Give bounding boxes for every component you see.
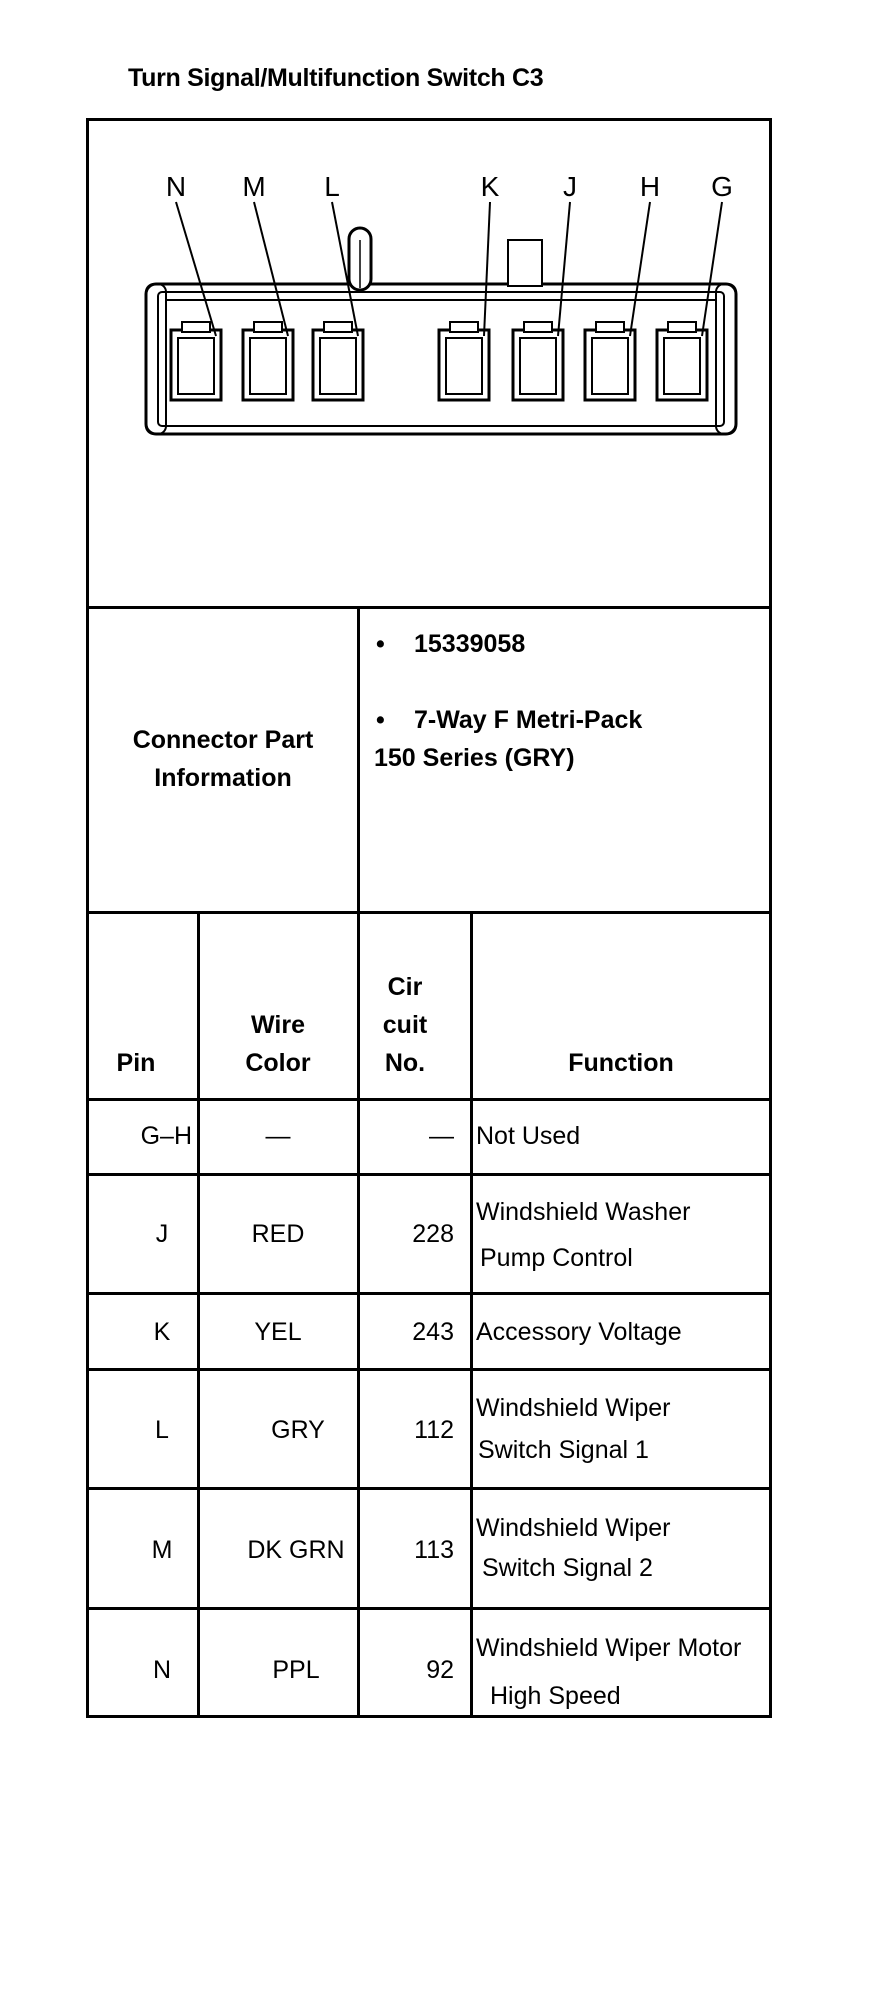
row-circuit: 228 bbox=[412, 1220, 454, 1248]
row-wire-color: YEL bbox=[254, 1318, 302, 1346]
connector-type-line1: 7-Way F Metri-Pack bbox=[414, 706, 643, 734]
leader-line-j bbox=[558, 202, 570, 336]
page-title: Turn Signal/Multifunction Switch C3 bbox=[128, 64, 544, 92]
pin-label-h: H bbox=[639, 171, 661, 202]
header-pin: Pin bbox=[116, 1049, 156, 1077]
row-function-line1: Windshield Washer bbox=[476, 1198, 691, 1226]
cavity-n bbox=[171, 322, 221, 400]
row-pin: L bbox=[155, 1416, 169, 1444]
header-function: Function bbox=[568, 1049, 674, 1077]
row-wire-color: PPL bbox=[272, 1656, 320, 1684]
row-wire-color: RED bbox=[251, 1220, 305, 1248]
connector-face-diagram bbox=[0, 0, 880, 620]
leader-line-g bbox=[702, 202, 722, 336]
row-function-line1: Not Used bbox=[476, 1122, 581, 1150]
row-function-line1: Windshield Wiper bbox=[476, 1514, 671, 1542]
divider-row-3 bbox=[86, 1368, 772, 1371]
divider-info-bottom bbox=[86, 911, 772, 914]
cavity-k bbox=[439, 322, 489, 400]
divider-row-1 bbox=[86, 1173, 772, 1176]
row-function-line1: Windshield Wiper bbox=[476, 1394, 671, 1422]
col-divider-circuit bbox=[470, 911, 473, 1718]
row-function-line2: Switch Signal 1 bbox=[478, 1436, 649, 1464]
leader-line-h bbox=[630, 202, 650, 336]
row-circuit: — bbox=[429, 1122, 454, 1150]
pin-label-g: G bbox=[711, 171, 733, 202]
row-function-line1: Accessory Voltage bbox=[476, 1318, 682, 1346]
row-function-line2: High Speed bbox=[490, 1682, 621, 1710]
row-pin: K bbox=[153, 1318, 171, 1346]
row-wire-color: — bbox=[265, 1122, 291, 1150]
pin-label-j: J bbox=[563, 171, 577, 202]
row-wire-color: GRY bbox=[271, 1416, 325, 1444]
cavity-g bbox=[657, 322, 707, 400]
row-circuit: 112 bbox=[414, 1416, 454, 1444]
pin-leader-lines bbox=[176, 202, 722, 336]
header-circuit-line3: No. bbox=[384, 1049, 426, 1077]
row-function-line2: Switch Signal 2 bbox=[482, 1554, 653, 1582]
header-circuit-line2: cuit bbox=[382, 1011, 428, 1039]
header-wire-color-line2: Color bbox=[245, 1049, 311, 1077]
row-wire-color: DK GRN bbox=[247, 1536, 345, 1564]
cavity-m bbox=[243, 322, 293, 400]
pin-cavities bbox=[171, 322, 707, 400]
row-pin: M bbox=[151, 1536, 173, 1564]
part-number: 15339058 bbox=[414, 630, 526, 658]
row-pin: J bbox=[155, 1220, 169, 1248]
info-column-divider bbox=[357, 606, 360, 911]
cavity-h bbox=[585, 322, 635, 400]
pin-label-k: K bbox=[480, 171, 500, 202]
leader-line-n bbox=[176, 202, 216, 336]
divider-row-2 bbox=[86, 1292, 772, 1295]
connector-type-line2: 150 Series (GRY) bbox=[374, 744, 575, 772]
row-function-line2: Pump Control bbox=[480, 1244, 633, 1272]
leader-line-k bbox=[484, 202, 490, 336]
row-circuit: 92 bbox=[426, 1656, 454, 1684]
row-pin: N bbox=[152, 1656, 172, 1684]
part-info-label-line2: Information bbox=[154, 764, 292, 792]
row-function-line1: Windshield Wiper Motor bbox=[476, 1634, 742, 1662]
part-info-label-line1: Connector Part bbox=[132, 726, 314, 754]
pin-label-l: L bbox=[324, 171, 340, 202]
row-circuit: 113 bbox=[414, 1536, 454, 1564]
divider-row-5 bbox=[86, 1607, 772, 1610]
cavity-l bbox=[313, 322, 363, 400]
divider-header-bottom bbox=[86, 1098, 772, 1101]
divider-row-4 bbox=[86, 1487, 772, 1490]
header-wire-color-line1: Wire bbox=[251, 1011, 305, 1039]
connector-type-bullet: • bbox=[376, 706, 385, 734]
pin-label-n: N bbox=[165, 171, 187, 202]
part-number-bullet: • bbox=[376, 630, 385, 658]
header-circuit-line1: Cir bbox=[387, 973, 423, 1001]
row-pin: G–H bbox=[140, 1122, 192, 1150]
divider-diagram-bottom bbox=[86, 606, 772, 609]
pin-label-m: M bbox=[242, 171, 266, 202]
row-circuit: 243 bbox=[412, 1318, 454, 1346]
leader-line-m bbox=[254, 202, 288, 336]
cavity-j bbox=[513, 322, 563, 400]
